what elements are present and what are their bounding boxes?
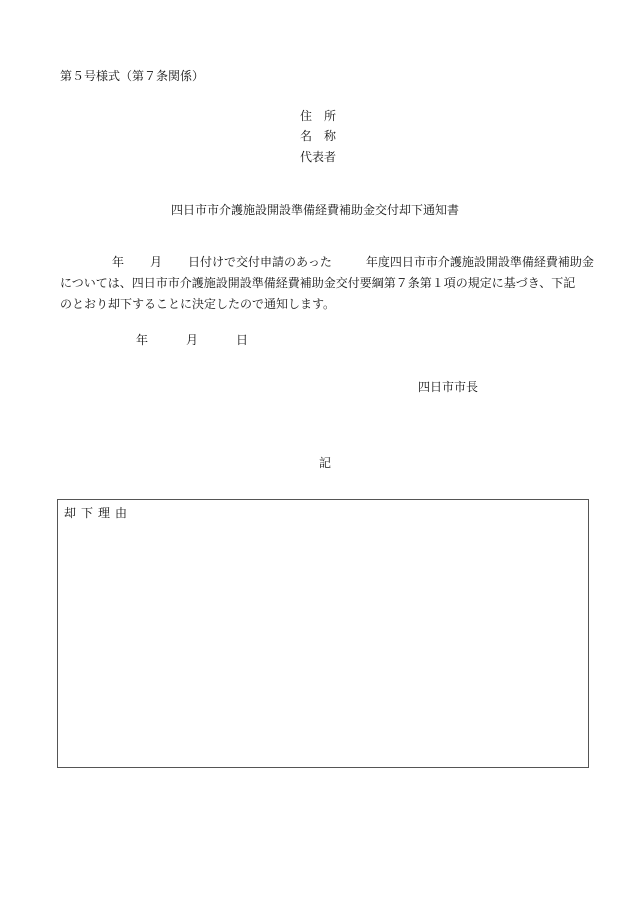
- body-year: 年: [112, 255, 125, 269]
- date-line: [136, 334, 248, 346]
- body-month: 月: [150, 255, 163, 269]
- date-month: 月: [186, 333, 199, 347]
- body-line-1: [60, 256, 594, 268]
- issuer-name: 四日市市長: [418, 380, 479, 394]
- representative-label: 代表者: [300, 150, 337, 164]
- date-day: 日: [236, 333, 249, 347]
- body-line-3: のとおり却下することに決定したので通知します。: [60, 297, 336, 311]
- reason-label: 却下理由: [64, 506, 133, 520]
- name-label: 名 称: [300, 129, 337, 143]
- ki-label: 記: [318, 456, 331, 470]
- form-number: 第５号様式（第７条関係）: [60, 69, 205, 83]
- address-label: 住 所: [300, 109, 337, 123]
- document-title: 四日市市介護施設開設準備経費補助金交付却下通知書: [170, 203, 459, 217]
- date-year: 年: [136, 333, 149, 347]
- body-text-1: 日付けで交付申請のあった: [188, 255, 332, 269]
- body-line-2: については、四日市市介護施設開設準備経費補助金交付要綱第７条第１項の規定に基づき、下記: [60, 276, 576, 290]
- reason-box: [57, 499, 589, 768]
- body-text-2: 年度四日市市介護施設開設準備経費補助金: [365, 255, 594, 269]
